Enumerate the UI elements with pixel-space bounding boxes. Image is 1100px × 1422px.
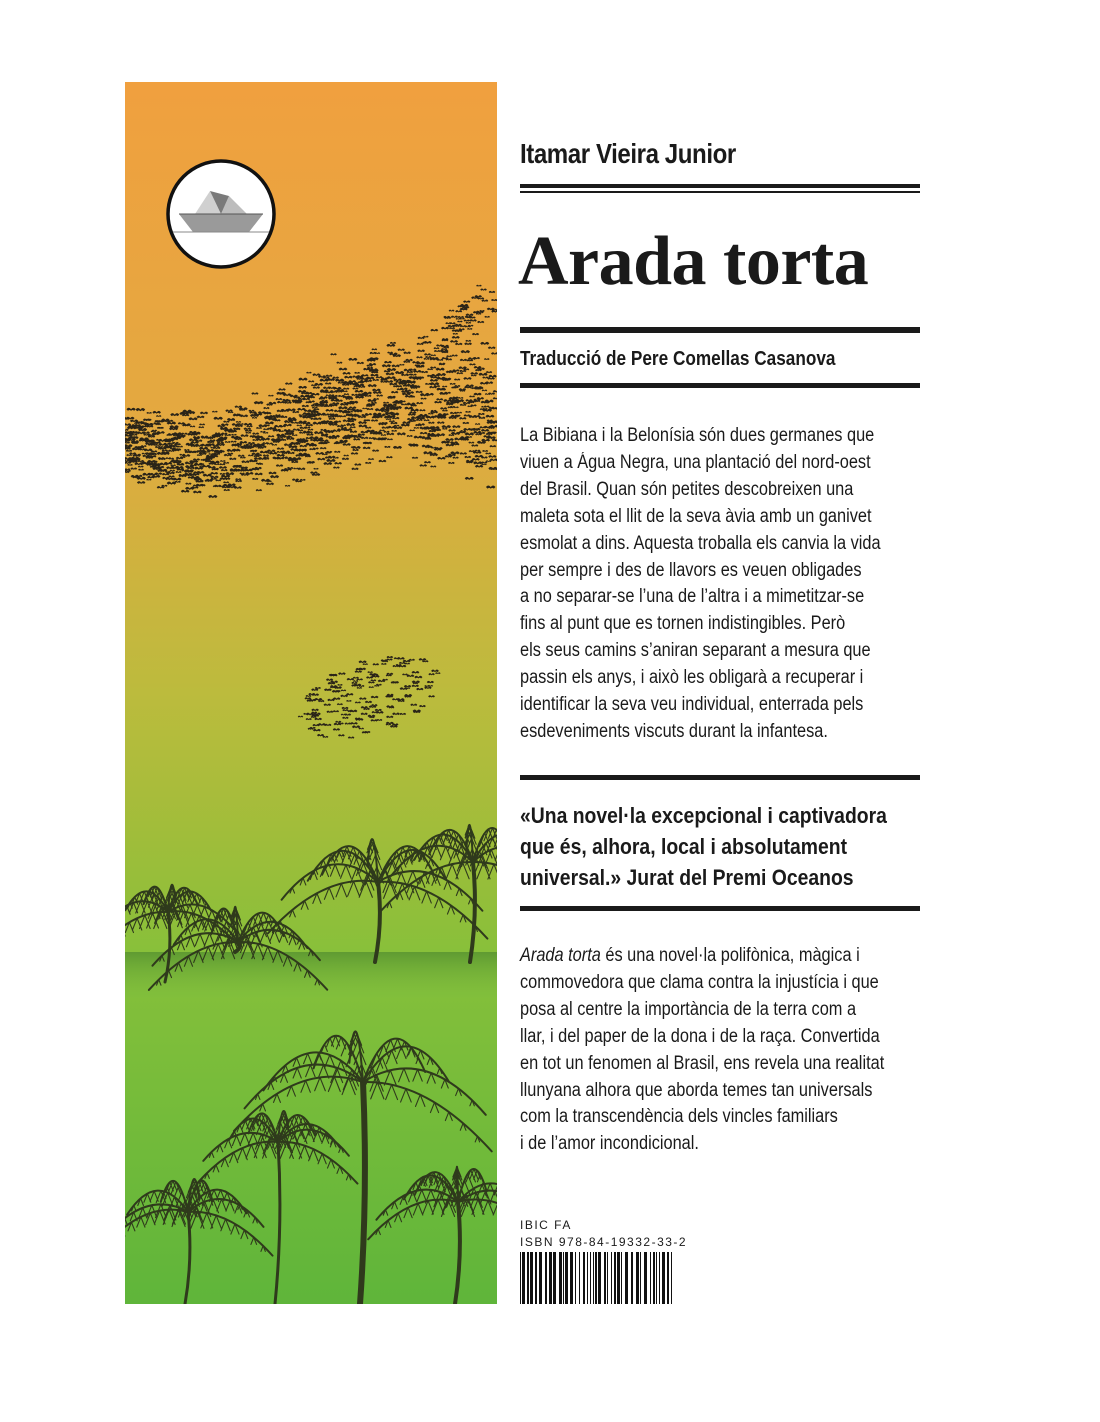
description-line: commovedora que clama contra la injustícia i que <box>520 971 879 993</box>
synopsis-line: esmolat a dins. Aquesta troballa els canvia la vida <box>520 532 881 554</box>
synopsis-line: passin els anys, i això les obligarà a recuperar i <box>520 667 864 689</box>
synopsis-line: La Bibiana i la Belonísia són dues germanes que <box>520 425 875 446</box>
quote-line: universal.» Jurat del Premi Oceanos <box>520 865 854 890</box>
synopsis-line: a no separar-se l’una de l’altra i a mimetitzar-se <box>520 586 865 608</box>
synopsis-line: del Brasil. Quan són petites descobreixen una <box>520 478 854 500</box>
ibic-code: IBIC FA <box>520 1218 572 1232</box>
translator-credit: Traducció de Pere Comellas Casanova <box>520 348 836 370</box>
synopsis-line: identificar la seva veu individual, enterrada pels <box>520 694 864 716</box>
synopsis-line: els seus camins s’aniran separant a mesura que <box>520 640 871 662</box>
divider <box>520 324 920 333</box>
divider <box>520 383 920 388</box>
divider <box>520 184 920 193</box>
synopsis-line: viuen a Água Negra, una plantació del nord-oest <box>520 451 871 473</box>
description-line: llunyana alhora que aborda temes tan universals <box>520 1079 873 1101</box>
book-codes <box>520 1217 687 1251</box>
synopsis-line: fins al punt que es tornen indistingibles. Però <box>520 613 846 635</box>
paper-boat-icon <box>165 158 277 270</box>
description-line: com la transcendència dels vincles familiars <box>520 1106 838 1128</box>
description-line: en tot un fenomen al Brasil, ens revela una realitat <box>520 1052 885 1074</box>
description-line: llar, i del paper de la dona i de la raça. Convertida <box>520 1025 880 1047</box>
synopsis-line: maleta sota el llit de la seva àvia amb un ganivet <box>520 505 872 527</box>
book-title: Arada torta <box>518 223 869 300</box>
quote-line: «Una novel·la excepcional i captivadora <box>520 803 887 828</box>
divider <box>520 906 920 911</box>
synopsis-line: esdeveniments viscuts durant la infantesa. <box>520 720 828 742</box>
quote-line: que és, alhora, local i absolutament <box>520 834 848 859</box>
book-title-italic: Arada torta <box>520 945 601 966</box>
author-name: Itamar Vieira Junior <box>520 138 736 169</box>
description-line: posa al centre la importància de la terra com a <box>520 998 857 1020</box>
description-line: i de l’amor incondicional. <box>520 1133 699 1155</box>
divider <box>520 775 920 780</box>
description-line: Arada torta és una novel·la polifònica, màgica i <box>520 945 860 966</box>
barcode <box>520 1252 672 1304</box>
synopsis-line: per sempre i des de llavors es veuen obligades <box>520 559 862 581</box>
pull-quote <box>520 800 937 893</box>
isbn-code: ISBN 978-84-19332-33-2 <box>520 1235 688 1249</box>
synopsis-text <box>520 423 920 746</box>
description-text <box>520 943 920 1158</box>
